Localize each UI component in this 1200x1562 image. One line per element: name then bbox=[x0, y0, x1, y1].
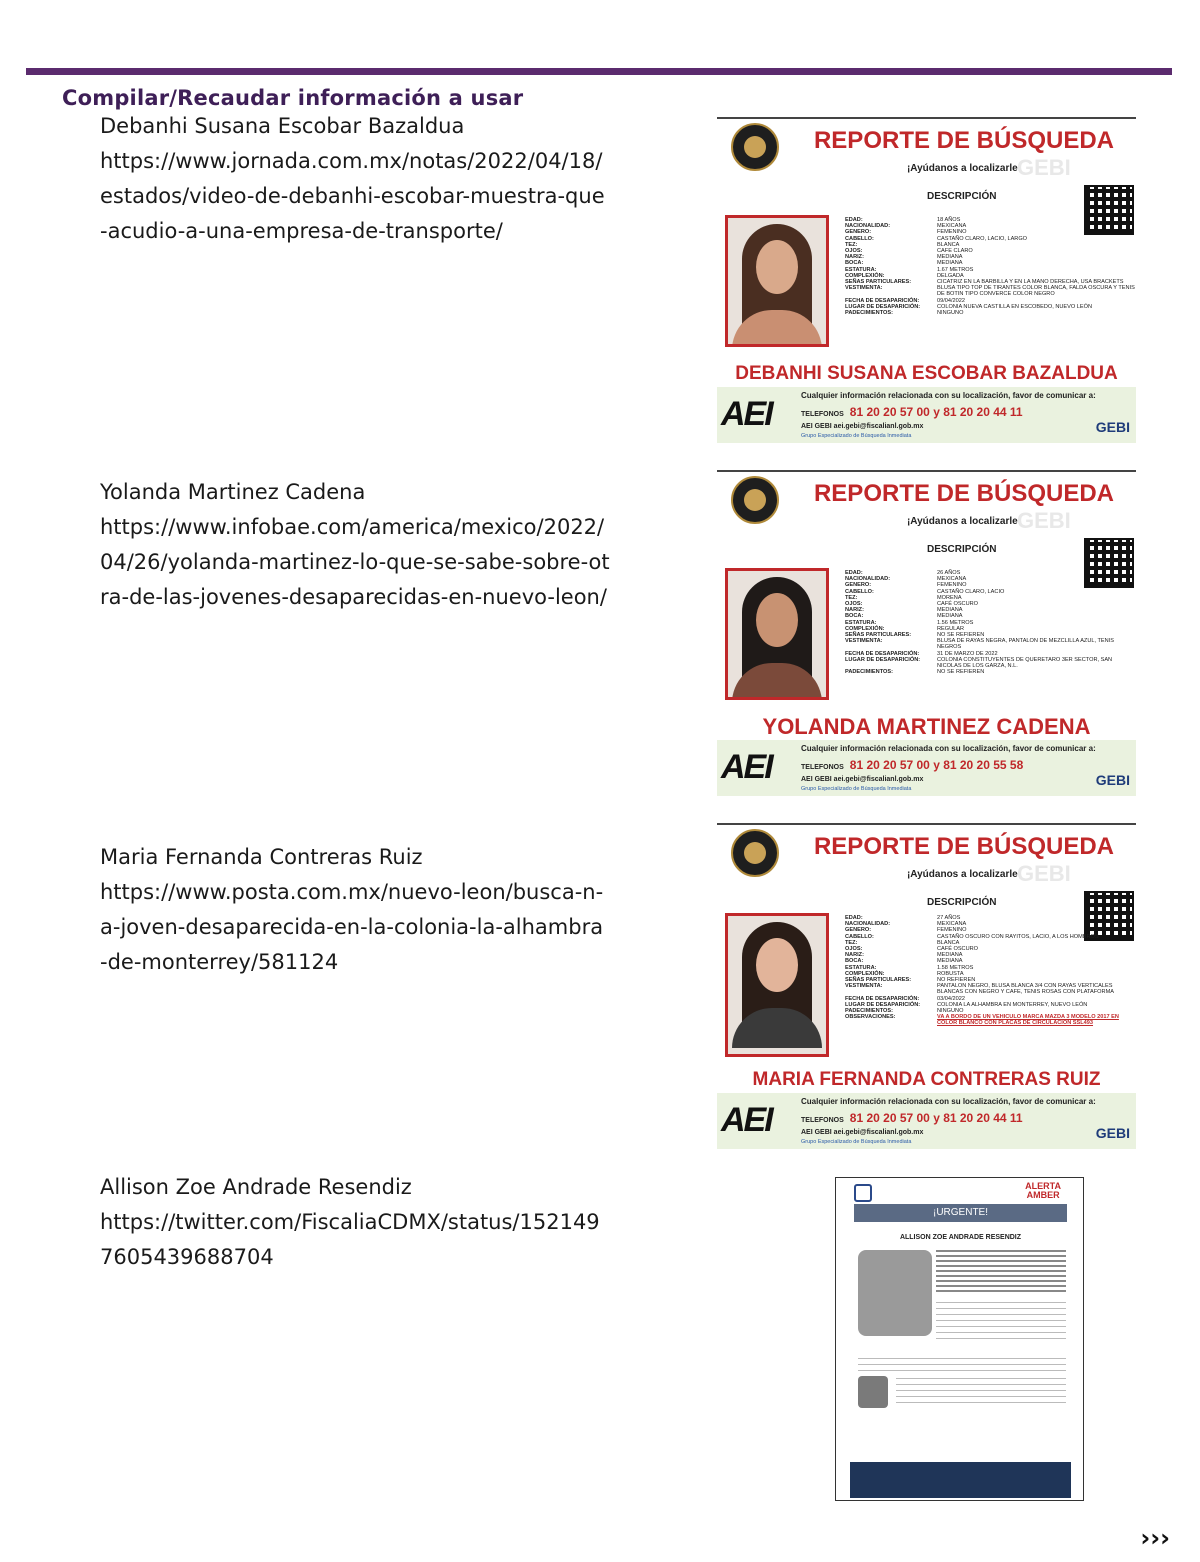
poster-field-label: EDAD: bbox=[845, 217, 863, 223]
poster-field-value: REGULAR bbox=[937, 625, 965, 632]
poster-field-value: 27 AÑOS bbox=[937, 915, 961, 921]
poster-watermark: GEBI bbox=[1017, 155, 1071, 180]
poster-field-label: PADECIMIENTOS: bbox=[845, 669, 893, 676]
missing-person-photo bbox=[725, 215, 829, 347]
poster-field-label: LUGAR DE DESAPARICIÓN: bbox=[845, 656, 921, 663]
poster-group: Grupo Especializado de Búsqueda Inmediata bbox=[801, 1139, 912, 1145]
poster-field-value: 03/04/2022 bbox=[937, 995, 965, 1002]
poster-contact-info: Cualquier información relacionada con su localización, favor de comunicar a: bbox=[801, 744, 1096, 753]
amber-person-name: ALLISON ZOE ANDRADE RESENDIZ bbox=[899, 1234, 1022, 1241]
poster-field-label: ESTATURA: bbox=[845, 964, 877, 971]
poster-field-label: BOCA: bbox=[845, 260, 864, 267]
poster-person-name: DEBANHI SUSANA ESCOBAR BAZALDUA bbox=[735, 363, 1118, 384]
poster-field-label: VESTIMENTA: bbox=[845, 638, 883, 645]
entry-link[interactable]: https://www.posta.com.mx/nuevo-leon/busca-n-a-joven-desaparecida-en-la-colonia-la-alhambra-de-monterrey/581124 bbox=[100, 880, 604, 974]
missing-person-photo bbox=[725, 568, 829, 700]
poster-field-value: MEDIANA bbox=[937, 254, 963, 261]
entry-link[interactable]: https://twitter.com/FiscaliaCDMX/status/1521497605439688704 bbox=[100, 1210, 600, 1269]
poster-field-value: FEMENINO bbox=[937, 927, 967, 934]
poster-field-label: COMPLEXIÓN: bbox=[845, 272, 885, 279]
amber-contact-footer bbox=[850, 1462, 1071, 1498]
fiscalia-seal-icon bbox=[731, 829, 779, 877]
poster-field-value: NO REFIEREN bbox=[937, 977, 976, 984]
poster-field-label: VESTIMENTA: bbox=[845, 983, 883, 990]
amber-alert-poster bbox=[835, 1177, 1084, 1501]
poster-field-value: MORENA bbox=[937, 594, 962, 601]
poster-phones: TELEFONOS 81 20 20 57 00 y 81 20 20 44 11 bbox=[801, 405, 1023, 419]
poster-field-value: FEMENINO bbox=[937, 229, 967, 236]
aei-logo: AEI bbox=[721, 395, 772, 433]
amber-secondary-photo bbox=[858, 1376, 888, 1408]
poster-subtitle: ¡Ayúdanos a localizarle! bbox=[906, 516, 1022, 527]
poster-field-label: CABELLO: bbox=[845, 235, 874, 242]
poster-field-label: LUGAR DE DESAPARICIÓN: bbox=[845, 303, 921, 310]
poster-field-label: FECHA DE DESAPARICIÓN: bbox=[845, 297, 920, 304]
poster-field-label: PADECIMIENTOS: bbox=[845, 1008, 893, 1015]
amber-alert-logo: ALERTA AMBER bbox=[1025, 1181, 1061, 1200]
fiscalia-cdmx-logo-icon bbox=[854, 1184, 872, 1202]
gebi-logo: GEBI bbox=[1095, 419, 1130, 435]
amber-details-table-2 bbox=[858, 1358, 1066, 1374]
poster-field-label: GENERO: bbox=[845, 229, 872, 236]
poster-field-value: ROBUSTA bbox=[937, 970, 964, 977]
entry-name: Yolanda Martinez Cadena bbox=[100, 480, 366, 504]
poster-field-value: CICATRIZ EN LA BARBILLA Y EN LA MANO DERECHA, USA BRACKETS bbox=[937, 279, 1124, 286]
poster-field-value: MEXICANA bbox=[937, 576, 967, 583]
poster-field-value: BLUSA TIPO TOP DE TIRANTES COLOR BLANCA, FALDA OSCURA Y TENIS DE BOTIN TIPO CONVERCE COLOR NEGRO bbox=[937, 285, 1135, 298]
fiscalia-seal-icon bbox=[731, 476, 779, 524]
search-poster-maria-fernanda bbox=[717, 823, 1136, 1149]
poster-field-label: OJOS: bbox=[845, 601, 863, 608]
poster-email: AEI GEBI aei.gebi@fiscalianl.gob.mx bbox=[801, 776, 924, 783]
poster-person-name: MARIA FERNANDA CONTRERAS RUIZ bbox=[752, 1069, 1101, 1090]
poster-field-row bbox=[845, 638, 1135, 650]
poster-field-value: MEDIANA bbox=[937, 958, 963, 965]
poster-field-value: MEXICANA bbox=[937, 223, 967, 230]
poster-fields bbox=[845, 570, 1135, 675]
urgent-band: ¡URGENTE! bbox=[854, 1204, 1067, 1222]
poster-group: Grupo Especializado de Búsqueda Inmediata bbox=[801, 433, 912, 439]
poster-fields bbox=[845, 915, 1135, 1027]
poster-field-value: MEDIANA bbox=[937, 952, 963, 959]
poster-field-value: 1.56 METROS bbox=[937, 619, 974, 626]
poster-fields bbox=[845, 217, 1135, 316]
amber-description-block bbox=[936, 1250, 1066, 1294]
poster-person-name: YOLANDA MARTINEZ CADENA bbox=[762, 714, 1091, 739]
poster-field-label: PADECIMIENTOS: bbox=[845, 310, 893, 317]
poster-field-label: NACIONALIDAD: bbox=[845, 576, 891, 583]
search-poster-debanhi bbox=[717, 117, 1136, 443]
amber-details-table-3 bbox=[896, 1378, 1066, 1408]
poster-field-label: NARIZ: bbox=[845, 952, 864, 959]
poster-description-label: DESCRIPCIÓN bbox=[927, 544, 997, 555]
poster-field-row bbox=[845, 310, 1135, 316]
amber-details-table bbox=[936, 1302, 1066, 1342]
poster-phones: TELEFONOS 81 20 20 57 00 y 81 20 20 44 11 bbox=[801, 1111, 1023, 1125]
poster-field-label: EDAD: bbox=[845, 915, 863, 921]
gebi-logo: GEBI bbox=[1095, 772, 1130, 788]
poster-field-value: 18 AÑOS bbox=[937, 217, 961, 223]
poster-field-value: NO SE REFIEREN bbox=[937, 669, 985, 676]
poster-field-value: MEDIANA bbox=[937, 260, 963, 267]
poster-field-value: MEDIANA bbox=[937, 607, 963, 614]
next-page-marker[interactable]: ››› bbox=[1140, 1524, 1170, 1552]
poster-field-value: NO SE REFIEREN bbox=[937, 632, 985, 639]
poster-field-value: 09/04/2022 bbox=[937, 297, 965, 304]
poster-field-value: BLANCA bbox=[937, 241, 960, 248]
poster-description-label: DESCRIPCIÓN bbox=[927, 897, 997, 908]
poster-field-value: CAFÉ OSCURO bbox=[937, 946, 979, 953]
poster-field-row bbox=[845, 669, 1135, 675]
poster-title: REPORTE DE BÚSQUEDA bbox=[813, 480, 1115, 507]
poster-field-label: BOCA: bbox=[845, 958, 864, 965]
entry-name: Allison Zoe Andrade Resendiz bbox=[100, 1175, 412, 1199]
entry-link[interactable]: https://www.jornada.com.mx/notas/2022/04/18/estados/video-de-debanhi-escobar-muestra-que-acudio-a-una-empresa-de-transporte/ bbox=[100, 149, 605, 243]
poster-field-value: BLUSA DE RAYAS NEGRA, PANTALON DE MEZCLILLA AZUL, TENIS NEGROS bbox=[937, 638, 1114, 651]
poster-field-value: NINGUNO bbox=[937, 1008, 964, 1015]
poster-field-label: SEÑAS PARTICULARES: bbox=[845, 279, 912, 286]
poster-field-value: CAFE CLARO bbox=[937, 248, 973, 255]
poster-field-label: EDAD: bbox=[845, 570, 863, 576]
entry-maria-fernanda bbox=[100, 840, 610, 980]
poster-field-label: CABELLO: bbox=[845, 933, 874, 940]
poster-field-value: PANTALON NEGRO, BLUSA BLANCA 3/4 CON RAYAS VERTICALES BLANCAS CON NEGRO Y CAFE, TENIS ROSAS CON PLATAFORMA bbox=[937, 983, 1114, 996]
poster-field-label: NACIONALIDAD: bbox=[845, 223, 891, 230]
poster-field-label: OJOS: bbox=[845, 248, 863, 255]
poster-field-label: TEZ: bbox=[845, 594, 858, 601]
poster-field-value: COLONIA CONSTITUYENTES DE QUERETARO 3ER SECTOR, SAN NICOLAS DE LOS GARZA, N.L. bbox=[937, 656, 1113, 670]
fiscalia-seal-icon bbox=[731, 123, 779, 171]
poster-field-value: MEDIANA bbox=[937, 613, 963, 620]
poster-field-row bbox=[845, 1014, 1135, 1026]
gebi-logo: GEBI bbox=[1095, 1125, 1130, 1141]
poster-field-value: 31 DE MARZO DE 2022 bbox=[937, 650, 998, 657]
poster-field-value: COLONIA NUEVA CASTILLA EN ESCOBEDO, NUEVO LEÓN bbox=[937, 303, 1093, 310]
poster-field-label: LUGAR DE DESAPARICIÓN: bbox=[845, 1001, 921, 1008]
poster-field-label: FECHA DE DESAPARICIÓN: bbox=[845, 995, 920, 1002]
entry-debanhi bbox=[100, 109, 610, 249]
top-divider-bar bbox=[26, 68, 1172, 75]
poster-email: AEI GEBI aei.gebi@fiscalianl.gob.mx bbox=[801, 1129, 924, 1136]
poster-field-label: CABELLO: bbox=[845, 588, 874, 595]
poster-field-value: FEMENINO bbox=[937, 582, 967, 589]
poster-field-value: CAFÉ OSCURO bbox=[937, 601, 979, 608]
poster-field-row bbox=[845, 285, 1135, 297]
poster-field-value: NINGUNO bbox=[937, 310, 964, 317]
poster-group: Grupo Especializado de Búsqueda Inmediata bbox=[801, 786, 912, 792]
poster-watermark: GEBI bbox=[1017, 861, 1071, 886]
poster-field-value: 1.67 METROS bbox=[937, 266, 974, 273]
poster-subtitle: ¡Ayúdanos a localizarle! bbox=[906, 163, 1022, 174]
poster-field-value: BLANCA bbox=[937, 939, 960, 946]
poster-field-label: TEZ: bbox=[845, 939, 858, 946]
poster-field-value: CASTAÑO OSCURO CON RAYITOS, LACIO, A LOS HOMBROS bbox=[937, 933, 1099, 940]
entry-yolanda bbox=[100, 475, 610, 615]
poster-field-label: NARIZ: bbox=[845, 254, 864, 261]
poster-email: AEI GEBI aei.gebi@fiscalianl.gob.mx bbox=[801, 423, 924, 430]
poster-contact-info: Cualquier información relacionada con su localización, favor de comunicar a: bbox=[801, 1097, 1096, 1106]
poster-subtitle: ¡Ayúdanos a localizarle! bbox=[906, 869, 1022, 880]
poster-field-label: SEÑAS PARTICULARES: bbox=[845, 977, 912, 984]
entry-allison bbox=[100, 1170, 610, 1275]
aei-logo: AEI bbox=[721, 748, 772, 786]
poster-field-value: CASTAÑO CLARO, LACIO, LARGO bbox=[937, 235, 1028, 242]
poster-field-value: VA A BORDO DE UN VEHICULO MARCA MAZDA 3 MODELO 2017 EN COLOR BLANCO CON PLACAS DE CIRCULACION SSL493 bbox=[937, 1014, 1119, 1027]
poster-description-label: DESCRIPCIÓN bbox=[927, 191, 997, 202]
poster-field-label: TEZ: bbox=[845, 241, 858, 248]
poster-field-label: NARIZ: bbox=[845, 607, 864, 614]
poster-field-row bbox=[845, 983, 1135, 995]
poster-field-label: SEÑAS PARTICULARES: bbox=[845, 632, 912, 639]
poster-field-label: GENERO: bbox=[845, 582, 872, 589]
poster-field-label: BOCA: bbox=[845, 613, 864, 620]
poster-title: REPORTE DE BÚSQUEDA bbox=[813, 833, 1115, 860]
poster-field-label: COMPLEXIÓN: bbox=[845, 625, 885, 632]
poster-field-label: COMPLEXIÓN: bbox=[845, 970, 885, 977]
entry-name: Maria Fernanda Contreras Ruiz bbox=[100, 845, 423, 869]
aei-logo: AEI bbox=[721, 1101, 772, 1139]
poster-field-label: ESTATURA: bbox=[845, 619, 877, 626]
poster-field-value: COLONIA LA ALHAMBRA EN MONTERREY, NUEVO LEÓN bbox=[937, 1001, 1088, 1008]
poster-field-label: FECHA DE DESAPARICIÓN: bbox=[845, 650, 920, 657]
search-poster-yolanda bbox=[717, 470, 1136, 796]
poster-field-label: OBSERVACIONES: bbox=[845, 1014, 896, 1021]
poster-field-value: 26 AÑOS bbox=[937, 570, 961, 576]
missing-person-photo bbox=[725, 913, 829, 1057]
poster-contact-info: Cualquier información relacionada con su localización, favor de comunicar a: bbox=[801, 391, 1096, 400]
poster-title: REPORTE DE BÚSQUEDA bbox=[813, 127, 1115, 154]
section-title: Compilar/Recaudar información a usar bbox=[62, 86, 524, 110]
poster-field-label: NACIONALIDAD: bbox=[845, 921, 891, 928]
poster-field-label: VESTIMENTA: bbox=[845, 285, 883, 292]
poster-phones: TELEFONOS 81 20 20 57 00 y 81 20 20 55 58 bbox=[801, 758, 1024, 772]
poster-field-label: ESTATURA: bbox=[845, 266, 877, 273]
poster-field-row bbox=[845, 657, 1135, 669]
poster-field-label: GENERO: bbox=[845, 927, 872, 934]
poster-field-value: DELGADA bbox=[937, 272, 964, 279]
poster-field-value: MEXICANA bbox=[937, 921, 967, 928]
amber-person-photo bbox=[858, 1250, 932, 1336]
poster-field-value: 1.58 METROS bbox=[937, 964, 974, 971]
entry-name: Debanhi Susana Escobar Bazaldua bbox=[100, 114, 465, 138]
entry-link[interactable]: https://www.infobae.com/america/mexico/2022/04/26/yolanda-martinez-lo-que-se-sabe-sobre-otra-de-las-jovenes-desaparecidas-en-nuevo-leon/ bbox=[100, 515, 610, 609]
poster-watermark: GEBI bbox=[1017, 508, 1071, 533]
poster-field-value: CASTAÑO CLARO, LACIO bbox=[937, 588, 1005, 595]
poster-field-label: OJOS: bbox=[845, 946, 863, 953]
